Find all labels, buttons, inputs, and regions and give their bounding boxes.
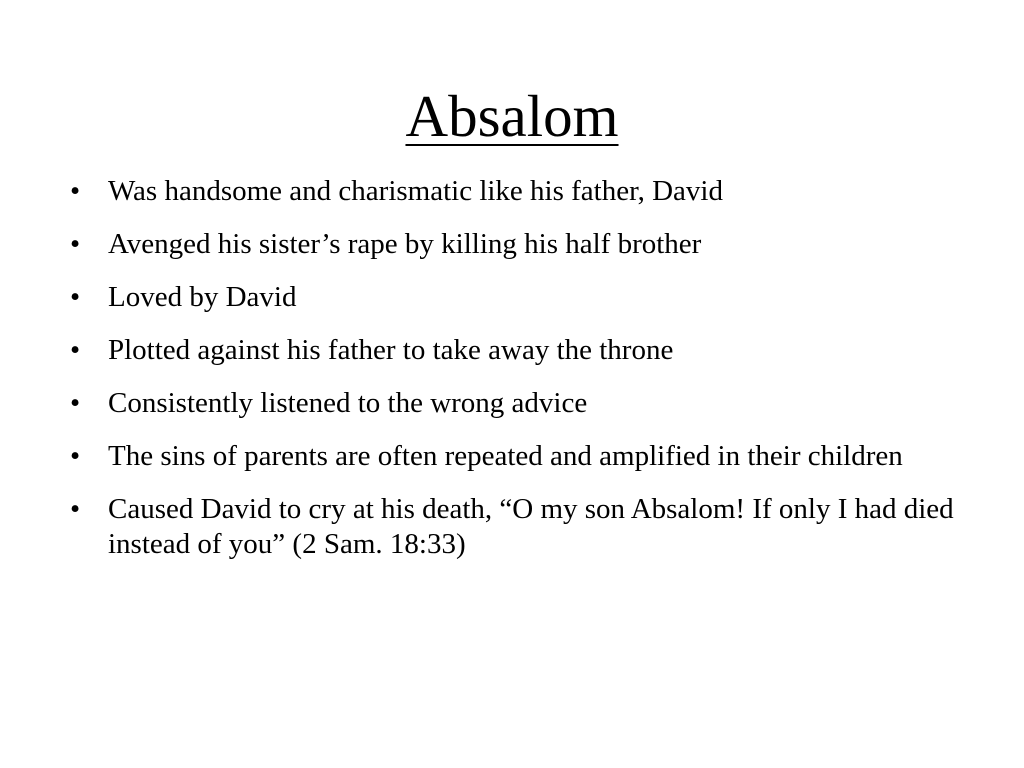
slide-title: Absalom [405, 83, 619, 149]
list-item [70, 227, 970, 262]
bullet-text: The sins of parents are often repeated and amplified in their children [108, 440, 903, 472]
list-item [70, 386, 970, 421]
bullet-text: Loved by David [108, 281, 297, 313]
bullet-list [70, 174, 970, 580]
bullet-text: Caused David to cry at his death, “O my son Absalom! If only I had died instead of you” (2 Sam. 18:33) [108, 493, 954, 560]
bullet-icon: • [70, 281, 81, 313]
list-item [70, 333, 970, 368]
bullet-text: Consistently listened to the wrong advice [108, 387, 588, 419]
bullet-text: Was handsome and charismatic like his father, David [108, 175, 723, 207]
list-item [70, 492, 970, 562]
bullet-icon: • [70, 228, 81, 260]
list-item [70, 174, 970, 209]
bullet-text: Plotted against his father to take away the throne [108, 334, 674, 366]
list-item [70, 280, 970, 315]
bullet-icon: • [70, 175, 81, 207]
list-item [70, 439, 970, 474]
bullet-icon: • [70, 334, 81, 366]
bullet-icon: • [70, 440, 81, 472]
bullet-icon: • [70, 493, 81, 525]
bullet-text: Avenged his sister’s rape by killing his half brother [108, 228, 702, 260]
bullet-icon: • [70, 387, 81, 419]
